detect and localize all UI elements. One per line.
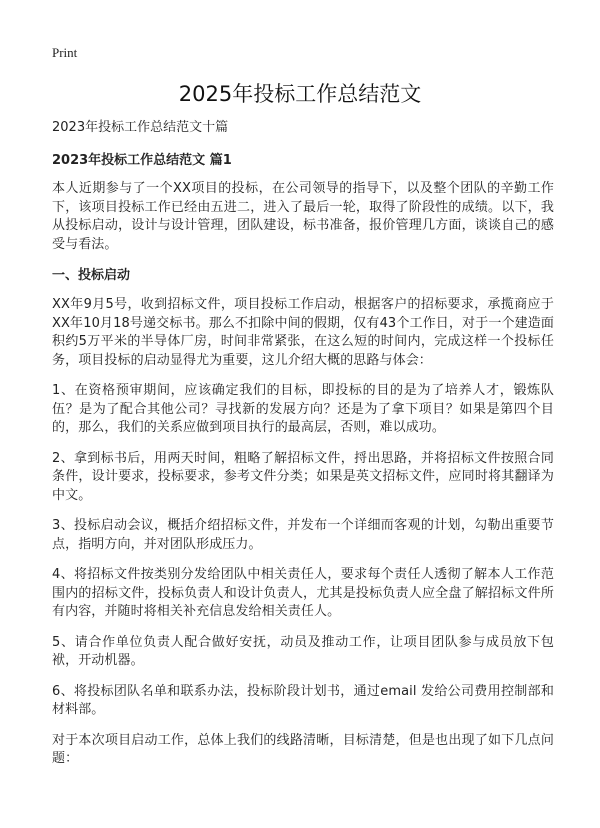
document-body [52, 118, 554, 781]
document-subtitle: 2023年投标工作总结范文十篇 [52, 120, 229, 135]
section-heading-bidding-start: 一、投标启动 [52, 268, 131, 283]
print-link[interactable]: Print [52, 45, 78, 60]
list-item: 5、请合作单位负责人配合做好安抚，动员及推动工作，让项目团队参与成员放下包袱，开动机器。 [52, 634, 554, 668]
page-title: 2025年投标工作总结范文 [178, 82, 422, 106]
list-item: 3、投标启动会议，概括介绍招标文件，并发布一个详细而客观的计划，勾勒出重要节点，指明方向，并对团队形成压力。 [52, 518, 554, 552]
list-item: 4、将招标文件按类别分发给团队中相关责任人，要求每个责任人透彻了解本人工作范围内的招标文件，投标负责人和设计负责人，尤其是投标负责人应全盘了解招标文件所有内容，并随时将相关补充信息发给相关责任人。 [52, 567, 554, 619]
list-item: 1、在资格预审期间，应该确定我们的目标，即投标的目的是为了培养人才，锻炼队伍？是为了配合其他公司？寻找新的发展方向？还是为了拿下项目？如果是第四个目的，那么，我们的关系应做到项目执行的最高层，否则，难以成功。 [52, 383, 554, 435]
section-intro-paragraph: XX年9月5号，收到招标文件，项目投标工作启动，根据客户的招标要求，承揽商应于XX年10月18号递交标书。那么不扣除中间的假期，仅有43个工作日，对于一个建造面积约5万平米的半导体厂房，时间非常紧张，在这么短的时间内，完成这样一个投标任务，项目投标的启动显得尤为重要，这儿介绍大概的思路与体会： [52, 297, 554, 368]
closing-paragraph: 对于本次项目启动工作，总体上我们的线路清晰，目标清楚，但是也出现了如下几点问题： [52, 732, 554, 766]
list-item: 6、将投标团队名单和联系办法，投标阶段计划书，通过email 发给公司费用控制部和材料部。 [52, 683, 554, 717]
list-item: 2、拿到标书后，用两天时间，粗略了解招标文件，捋出思路，并将招标文件按照合同条件，设计要求，投标要求，参考文件分类；如果是英文招标文件，应同时将其翻译为中文。 [52, 450, 554, 503]
article-heading: 2023年投标工作总结范文 篇1 [52, 153, 232, 168]
intro-paragraph: 本人近期参与了一个XX项目的投标，在公司领导的指导下，以及整个团队的辛勤工作下，该项目投标工作已经由五进二，进入了最后一轮，取得了阶段性的成绩。以下，我从投标启动，设计与设计管理，团队建设，标书准备，报价管理几方面，谈谈自己的感受与看法。 [52, 181, 554, 252]
